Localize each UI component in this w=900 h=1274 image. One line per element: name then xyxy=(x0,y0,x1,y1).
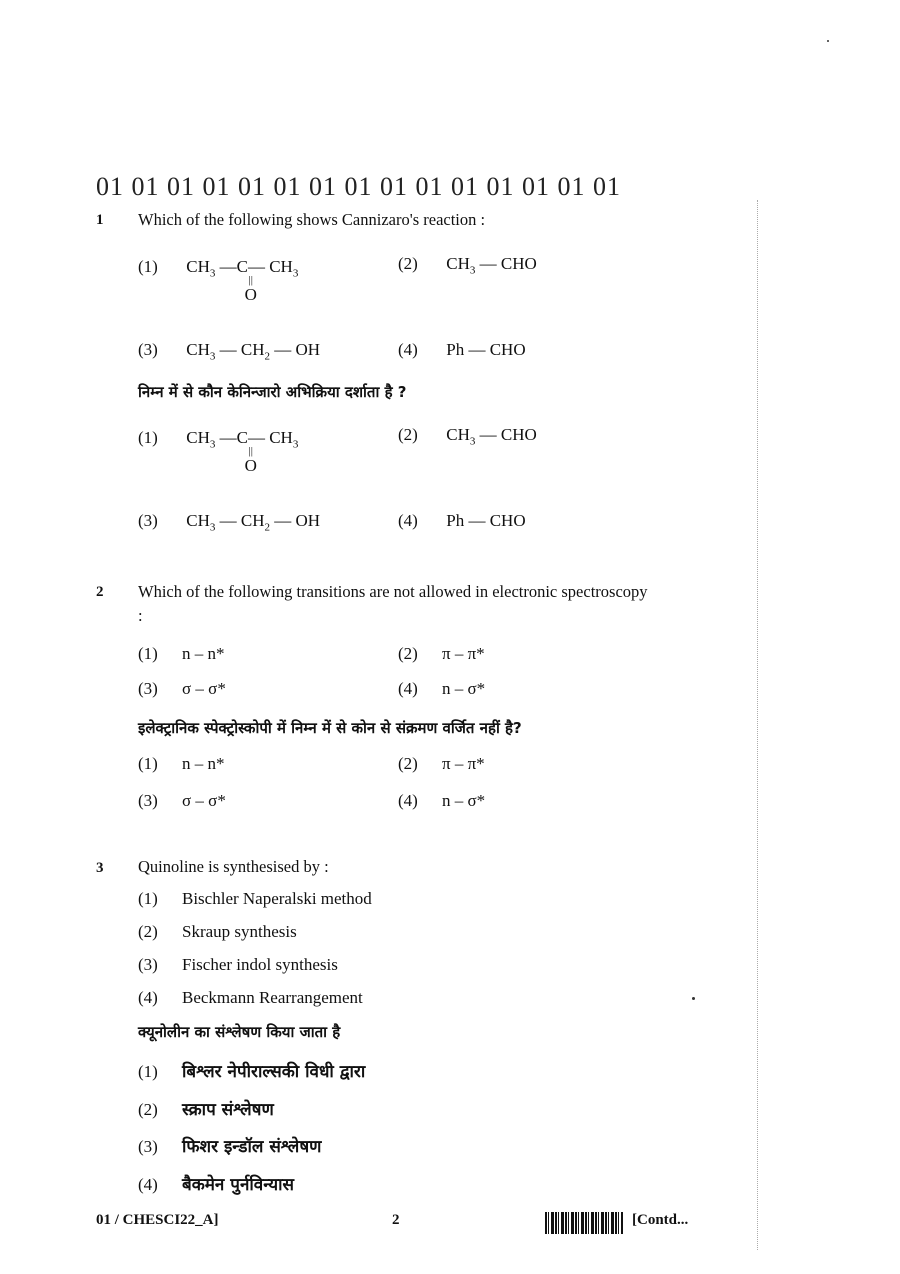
option-number: (2) xyxy=(138,922,158,941)
question-stem-en: Which of the following transitions are not allowed in electronic spectroscopy : xyxy=(138,582,648,625)
option-number: (3) xyxy=(138,340,158,359)
option-number: (4) xyxy=(398,679,418,698)
footer-paper-code: 01 / CHESCI22_A] xyxy=(96,1212,219,1228)
q1-en-option-2 xyxy=(398,254,537,276)
option-number: (4) xyxy=(138,1175,158,1194)
option-text: बिश्लर नेपीराल्सकी विधी द्वारा xyxy=(182,1062,366,1082)
transition: π – π* xyxy=(442,644,485,663)
formula: $CH_3$ — $CH_2$ — OH xyxy=(186,511,321,534)
option-number: (4) xyxy=(398,791,418,810)
transition: σ – σ* xyxy=(182,679,226,698)
question-number: 3 xyxy=(96,860,104,876)
q3-en-option-2 xyxy=(138,922,297,942)
q1-hi-option-2 xyxy=(398,425,537,447)
option-number: (4) xyxy=(138,988,158,1007)
barcode-icon xyxy=(545,1212,623,1234)
q3-en-option-3 xyxy=(138,955,338,975)
option-number: (1) xyxy=(138,1062,158,1081)
page-edge-line xyxy=(757,200,758,1250)
option-number: (1) xyxy=(138,754,158,773)
q1-hi-option-4 xyxy=(398,511,526,531)
option-number: (3) xyxy=(138,511,158,530)
q2-hi-option-1 xyxy=(138,754,225,774)
q2-en-option-1 xyxy=(138,644,225,664)
option-number: (4) xyxy=(398,511,418,530)
option-text: Fischer indol synthesis xyxy=(182,955,338,974)
q2-en-option-2 xyxy=(398,644,485,664)
question-number: 2 xyxy=(96,584,104,600)
scan-speck xyxy=(827,40,829,42)
question-number: 1 xyxy=(96,212,104,228)
option-number: (2) xyxy=(398,754,418,773)
formula: $CH_3$ —C || O — $CH_3$ xyxy=(186,428,299,475)
carbonyl-oxygen: O xyxy=(244,285,257,304)
transition: π – π* xyxy=(442,754,485,773)
q1-en-option-1 xyxy=(138,257,299,304)
option-text: फिशर इन्डॉल संश्लेषण xyxy=(182,1137,322,1157)
formula: $CH_3$ — $CH_2$ — OH xyxy=(186,340,321,363)
formula: Ph — CHO xyxy=(446,511,526,530)
option-number: (1) xyxy=(138,644,158,663)
formula: $CH_3$ —C || O — $CH_3$ xyxy=(186,257,299,304)
question-stem-hi: क्यूनोलीन का संश्लेषण किया जाता है xyxy=(138,1023,341,1041)
option-number: (3) xyxy=(138,955,158,974)
option-number: (2) xyxy=(398,254,418,273)
option-text: Bischler Naperalski method xyxy=(182,889,372,908)
q3-hi-option-3 xyxy=(138,1134,321,1157)
option-number: (2) xyxy=(398,644,418,663)
option-number: (1) xyxy=(138,257,158,276)
question-stem-en: Which of the following shows Cannizaro's reaction : xyxy=(138,210,486,229)
transition: σ – σ* xyxy=(182,791,226,810)
q2-en-option-3 xyxy=(138,679,226,699)
option-text: Skraup synthesis xyxy=(182,922,297,941)
q1-en-option-3 xyxy=(138,340,320,362)
q3-hi-option-4 xyxy=(138,1172,294,1195)
carbonyl-oxygen: O xyxy=(244,456,257,475)
option-number: (3) xyxy=(138,679,158,698)
q1-hi-option-3 xyxy=(138,511,320,533)
q3-en-option-4 xyxy=(138,988,363,1008)
footer-contd: [Contd... xyxy=(632,1212,689,1228)
transition: n – σ* xyxy=(442,679,486,698)
q3-en-option-1 xyxy=(138,889,372,909)
q2-hi-option-3 xyxy=(138,791,226,811)
option-number: (1) xyxy=(138,889,158,908)
footer-page-number: 2 xyxy=(392,1212,400,1228)
transition: n – n* xyxy=(182,754,225,773)
transition: n – σ* xyxy=(442,791,486,810)
question-stem-en: Quinoline is synthesised by : xyxy=(138,857,329,876)
option-text: Beckmann Rearrangement xyxy=(182,988,363,1007)
scan-speck xyxy=(692,997,695,1000)
q2-en-option-4 xyxy=(398,679,485,699)
option-number: (4) xyxy=(398,340,418,359)
header-band: 01 01 01 01 01 01 01 01 01 01 01 01 01 01 01 xyxy=(96,172,621,200)
formula: $CH_3$ — CHO xyxy=(446,425,537,448)
question-stem-hi: निम्न में से कौन केनिन्जारो अभिक्रिया दर्शाता है ? xyxy=(138,383,407,401)
q2-hi-option-2 xyxy=(398,754,485,774)
option-number: (2) xyxy=(138,1100,158,1119)
q1-en-option-4 xyxy=(398,340,526,360)
option-number: (3) xyxy=(138,1137,158,1156)
q3-hi-option-2 xyxy=(138,1097,274,1120)
transition: n – n* xyxy=(182,644,225,663)
q2-hi-option-4 xyxy=(398,791,485,811)
q3-hi-option-1 xyxy=(138,1059,365,1082)
option-number: (3) xyxy=(138,791,158,810)
formula: $CH_3$ — CHO xyxy=(446,254,537,277)
option-text: स्क्राप संश्लेषण xyxy=(182,1100,274,1120)
q1-hi-option-1 xyxy=(138,428,299,475)
option-text: बैकमेन पुर्नविन्यास xyxy=(182,1175,294,1195)
formula: Ph — CHO xyxy=(446,340,526,359)
question-stem-hi: इलेक्ट्रानिक स्पेक्ट्रोस्कोपी में निम्न में से कोन से संक्रमण वर्जित नहीं है? xyxy=(138,719,522,737)
option-number: (1) xyxy=(138,428,158,447)
option-number: (2) xyxy=(398,425,418,444)
